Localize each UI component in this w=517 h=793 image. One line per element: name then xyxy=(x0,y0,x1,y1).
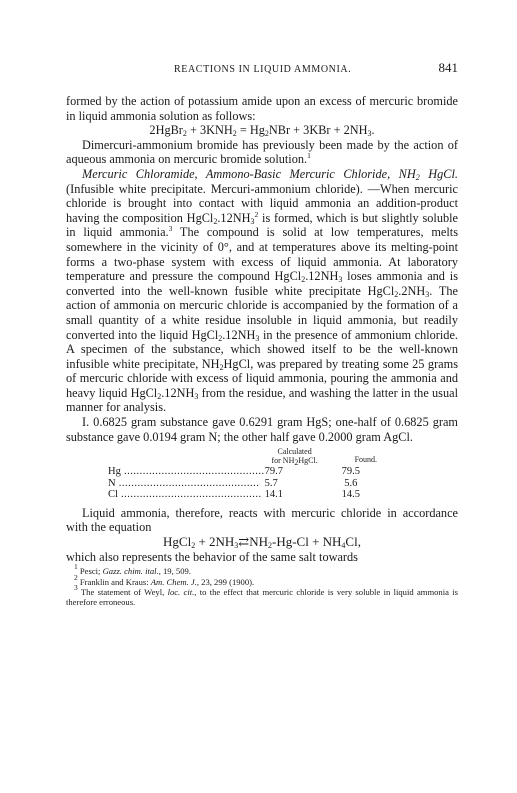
footnote-3: $^3$ The statement of Weyl, loc. cit., to the effect that mercuric chloride is very soluble in liquid ammonia is therefore erroneous. xyxy=(66,582,458,608)
paragraph-analysis: I. 0.6825 gram substance gave 0.6291 gram HgS; one-half of 0.6825 gram substance gave 0.0194 gram N; the other half gave 0.2000 gram AgCl. xyxy=(66,415,458,444)
section-heading: Mercuric Chloramide, Ammono-Basic Mercuric Chloride, $NH_2$ HgCl. xyxy=(82,166,458,182)
table-row xyxy=(108,489,377,501)
footnotes xyxy=(66,562,458,608)
paragraph-trailing: which also represents the behavior of the same salt towards xyxy=(66,549,358,564)
paragraph-chloramide: Mercuric Chloramide, Ammono-Basic Mercuric Chloride, $NH_2$ HgCl. (Infusible white precipitate. Mercuri-ammonium chloride). —When mercuric chloride is brought into contact with liquid ammonia an addition-product having the composition $HgCl_2.12NH_3^2$ is formed, which is but slightly soluble in liquid ammonia.$^3$ The compound is solid at low temperatures, melts somewhere in the vicinity of 0°, and at temperatures above its melting-point forms a two-phase system with excess of liquid ammonia. At laboratory temperature and pressure the compound $HgCl_2.12NH_3$ loses ammonia and is converted into the well-known fusible white precipitate $HgCl_2.2NH_3$. The action of ammonia on mercuric chloride is accompanied by the formation of a small quantity of a white residue insoluble in liquid ammonia, but readily converted into the liquid $HgCl_2.12NH_3$ in the presence of ammonium chloride. A specimen of the substance, which showed itself to be the well-known infusible white precipitate, $NH_2HgCl$, was prepared by treating some 25 grams of mercuric chloride with excess of liquid ammonia, pouring the ammonia and heavy liquid $HgCl_2.12NH_3$ from the residue, and washing the latter in the usual manner for analysis. xyxy=(66,166,458,415)
analysis-table xyxy=(108,447,377,501)
running-title: REACTIONS IN LIQUID AMMONIA. xyxy=(174,64,352,75)
page xyxy=(66,56,458,608)
element-label: Cl xyxy=(108,489,118,501)
found-value: 5.6 xyxy=(344,477,358,489)
equilibrium-arrow: ⇄ xyxy=(238,533,250,549)
calculated-value: 5.7 xyxy=(264,477,278,489)
equation-potassium-amide: 2HgBr$_2$ + $3KNH_2 = Hg_2NBr + 3KBr + 2NH_3$. xyxy=(149,123,375,139)
table-row xyxy=(108,466,377,478)
element-label: N xyxy=(108,477,116,489)
running-header xyxy=(66,56,458,76)
footnote-ref: 2 xyxy=(254,209,259,219)
header-found: Found. xyxy=(354,454,378,464)
footnote-1: $^1$ Pesci; Gazz. chim. ital., 19, 509. xyxy=(74,562,191,577)
header-calculated: Calculated for $NH_2HgCl$. xyxy=(271,447,318,468)
body-text xyxy=(66,94,458,608)
footnote-ref: 3 xyxy=(168,224,173,234)
found-value: 79.5 xyxy=(341,466,360,478)
footnote-ref: 1 xyxy=(307,151,311,161)
table-row xyxy=(108,478,377,490)
found-value: 14.5 xyxy=(341,489,360,501)
paragraph-conclusion: Liquid ammonia, therefore, reacts with mercuric chloride in accordance with the equation xyxy=(66,505,458,535)
page-number: 841 xyxy=(438,60,458,75)
calculated-value: 79.7 xyxy=(264,466,283,478)
equation-mercuric-chloride: HgCl$_2$ + $2NH_3⇄NH_2-Hg-Cl + NH_4Cl$, xyxy=(163,533,361,550)
calculated-value: 14.1 xyxy=(264,489,283,501)
element-label: Hg xyxy=(108,466,121,478)
paragraph-dimercuri: Dimercuri-ammonium bromide has previously been made by the action of aqueous ammonia on mercuric bromide solution.$^1$ xyxy=(66,137,458,167)
footnote-2: $^2$ Franklin and Kraus: Am. Chem. J., 23, 299 (1900). xyxy=(74,572,255,587)
paragraph-continuation: formed by the action of potassium amide upon an excess of mercuric bromide in liquid ammonia solution as follows: xyxy=(66,94,458,123)
